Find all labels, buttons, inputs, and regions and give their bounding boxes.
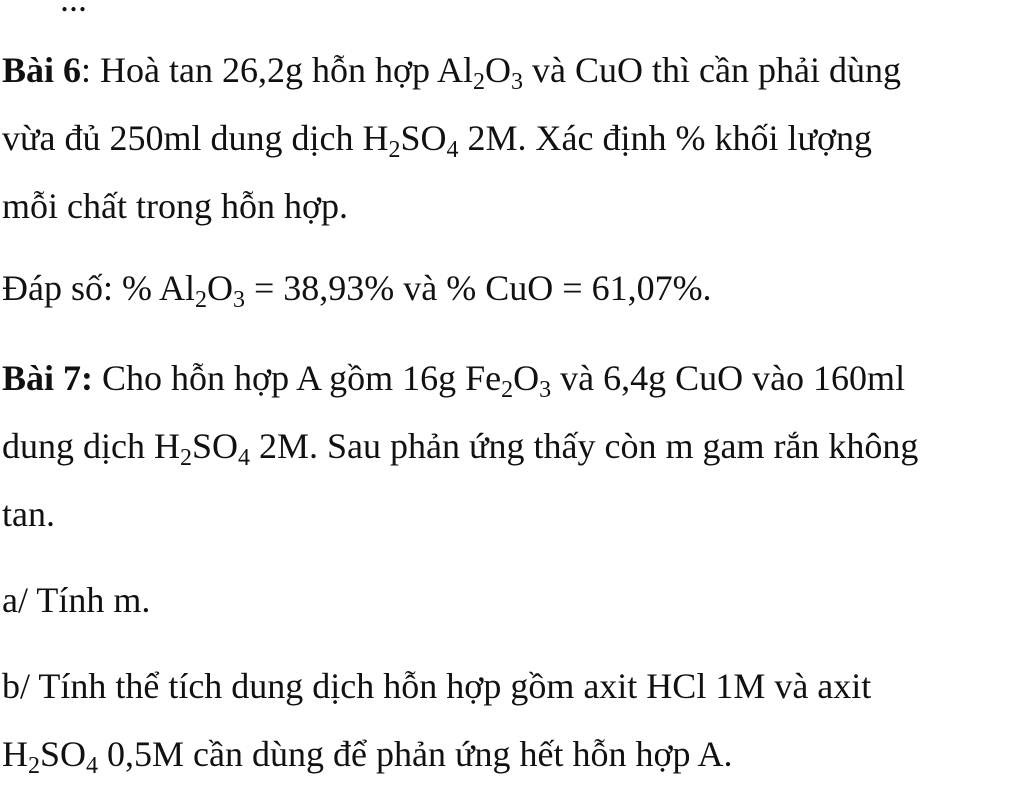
formula-al2o3: $Al_2O_3$ xyxy=(437,50,524,95)
problem-7-title: Bài 7: xyxy=(2,358,94,398)
problem-6-title: Bài 6 xyxy=(2,50,82,90)
problem-7-line-2: dung dịch $H_2SO_4$ 2M. Sau phản ứng thấy còn m gam rắn không xyxy=(2,426,919,471)
problem-6-answer: Đáp số: % $Al_2O_3 = 38,93\%$ và % CuO = 61,07%. xyxy=(2,268,712,313)
problem-7-part-a: a/ Tính m. xyxy=(2,580,151,620)
problem-6-line-3: mỗi chất trong hỗn hợp. xyxy=(2,186,348,226)
problem-7-line-3: tan. xyxy=(2,494,55,534)
problem-6-line-2: vừa đủ 250ml dung dịch $H_2SO_4$ 2M. Xác định % khối lượng xyxy=(2,118,873,163)
formula-h2so4: $H_2SO_4$ xyxy=(362,118,459,163)
problem-7-part-b-line-1: b/ Tính thể tích dung dịch hỗn hợp gồm axit HCl 1M và axit xyxy=(2,666,872,706)
problem-7-line-1: Bài 7: Cho hỗn hợp A gồm 16g $Fe_2O_3$ và 6,4g CuO vào 160ml xyxy=(2,358,906,403)
formula-h2so4: $H_2SO_4$ xyxy=(153,426,251,471)
cropped-top-text xyxy=(60,0,87,20)
formula-fe2o3: $Fe_2O_3$ xyxy=(465,358,552,403)
formula-al2o3: $Al_2O_3$ xyxy=(159,268,245,313)
problem-7-part-b-line-2: $H_2SO_4$ 0,5M cần dùng để phản ứng hết hỗn hợp A. xyxy=(2,734,733,779)
problem-6-line-1: Bài 6: Hoà tan 26,2g hỗn hợp $Al_2O_3$ và CuO thì cần phải dùng xyxy=(2,50,901,95)
formula-h2so4: $H_2SO_4$ xyxy=(2,734,99,779)
